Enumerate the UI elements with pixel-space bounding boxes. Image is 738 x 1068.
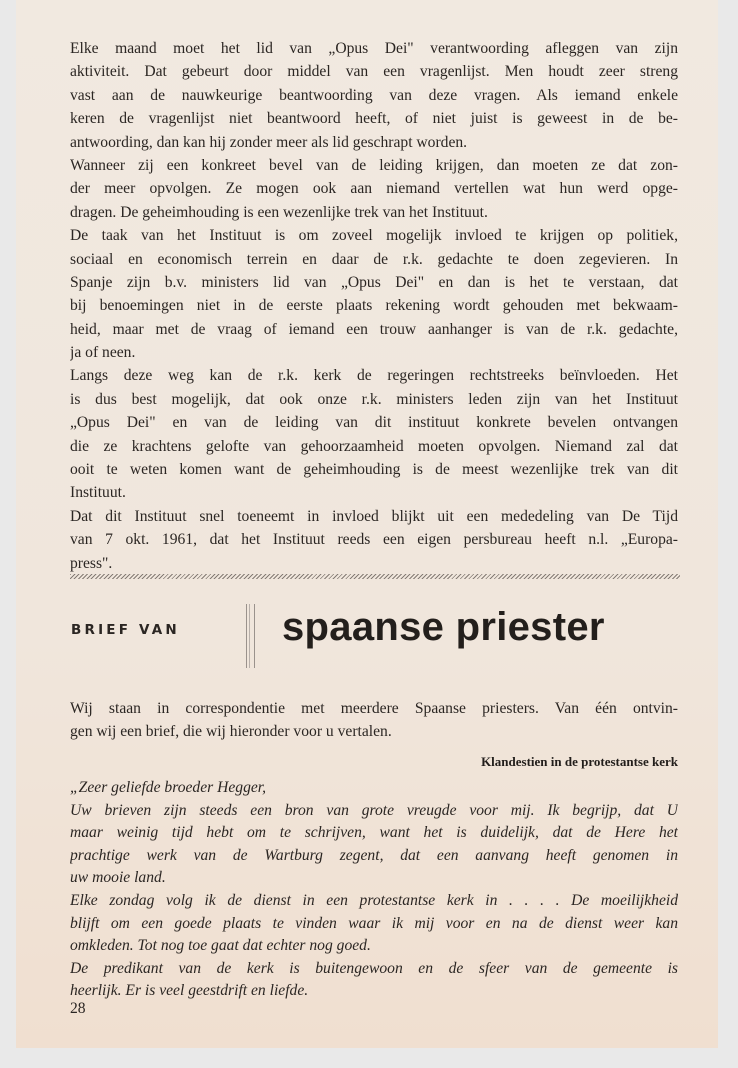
text-line: Wij staan in correspondentie met meerdere Spaanse priesters. Van één ontvin- bbox=[70, 700, 678, 717]
text-line: die ze krachtens gelofte van gehoorzaamheid moeten opvolgen. Niemand zal dat bbox=[70, 437, 678, 455]
text-line: bij benoemingen niet in de eerste plaats rekening wordt gehouden met bekwaam- bbox=[70, 297, 678, 315]
letter-paragraph bbox=[70, 958, 678, 1003]
paragraph bbox=[70, 364, 678, 504]
text-line: Spanje zijn b.v. ministers lid van „Opus Dei" en dan is het te verstaan, dat bbox=[70, 273, 678, 291]
text-line: heerlijk. Er is veel geestdrift en liefde. bbox=[70, 982, 309, 1000]
paragraph bbox=[70, 154, 678, 224]
text-line: ja of neen. bbox=[70, 344, 136, 362]
heading-vertical-rules bbox=[246, 604, 255, 668]
text-line: der meer opvolgen. Ze mogen ook aan niemand vertellen wat hun werd opge- bbox=[70, 180, 678, 198]
document-page bbox=[16, 0, 718, 1048]
text-line: De predikant van de kerk is buitengewoon en de sfeer van de gemeente is bbox=[70, 959, 678, 977]
text-line: omkleden. Tot nog toe gaat dat echter nog goed. bbox=[70, 937, 371, 955]
text-line: antwoording, dan kan hij zonder meer als lid geschrapt worden. bbox=[70, 133, 468, 151]
text-line: Dat dit Instituut snel toeneemt in invloed blijkt uit een mededeling van De Tijd bbox=[70, 507, 678, 525]
text-line: Wanneer zij een konkreet bevel van de leiding krijgen, dan moeten ze dat zon- bbox=[70, 156, 678, 174]
paragraph bbox=[70, 505, 678, 575]
section-headline: spaanse priester bbox=[282, 605, 605, 649]
letter-body bbox=[70, 777, 678, 1003]
text-line: van 7 okt. 1961, dat het Instituut reeds een eigen persbureau heeft n.l. „Europa- bbox=[70, 531, 678, 549]
wavy-divider bbox=[70, 574, 680, 579]
letter-paragraph bbox=[70, 890, 678, 958]
letter-paragraph bbox=[70, 800, 678, 890]
section-intro bbox=[70, 697, 678, 744]
letter-subheading: Klandestien in de protestantse kerk bbox=[481, 754, 678, 769]
text-line: maar weinig tijd hebt om te schrijven, want het is duidelijk, dat de Here het bbox=[70, 824, 678, 842]
text-line: „Zeer geliefde broeder Hegger, bbox=[70, 779, 267, 796]
text-line: heid, maar met de vraag of iemand een trouw aanhanger is van de r.k. gedachte, bbox=[70, 320, 678, 338]
letter-paragraph bbox=[70, 777, 678, 800]
paragraph bbox=[70, 37, 678, 154]
text-line: ooit te weten komen want de geheimhouding is de meest wezenlijke trek van dit bbox=[70, 461, 678, 479]
text-line: sociaal en economisch terrein en daar de r.k. gedachte te doen zegevieren. In bbox=[70, 250, 678, 268]
text-line: gen wij een brief, die wij hieronder voor u vertalen. bbox=[70, 723, 392, 741]
article-body bbox=[70, 37, 678, 575]
text-line: uw mooie land. bbox=[70, 869, 166, 887]
text-line: prachtige werk van de Wartburg zegent, dat een aanvang heeft genomen in bbox=[70, 846, 678, 864]
text-line: aktiviteit. Dat gebeurt door middel van een vragenlijst. Men houdt zeer streng bbox=[70, 63, 678, 81]
text-line: dragen. De geheimhouding is een wezenlijke trek van het Instituut. bbox=[70, 203, 488, 221]
text-line: „Opus Dei" en van de leiding van dit instituut konkrete bevelen ontvangen bbox=[70, 414, 678, 432]
text-line: blijft om een goede plaats te vinden waar ik mij voor en na de dienst weer kan bbox=[70, 914, 678, 932]
text-line: press". bbox=[70, 554, 113, 572]
text-line: Instituut. bbox=[70, 484, 126, 502]
text-line: is dus best mogelijk, dat ook onze r.k. ministers leden zijn van het Instituut bbox=[70, 390, 678, 408]
text-line: Elke maand moet het lid van „Opus Dei" verantwoording afleggen van zijn bbox=[70, 40, 678, 57]
text-line: De taak van het Instituut is om zoveel mogelijk invloed te krijgen op politiek, bbox=[70, 227, 678, 245]
text-line: Uw brieven zijn steeds een bron van grote vreugde voor mij. Ik begrijp, dat U bbox=[70, 801, 678, 819]
text-line: vast aan de nauwkeurige beantwoording van deze vragen. Als iemand enkele bbox=[70, 86, 678, 104]
text-line: Langs deze weg kan de r.k. kerk de regeringen rechtstreeks beïnvloeden. Het bbox=[70, 367, 678, 385]
text-line: Elke zondag volg ik de dienst in een protestantse kerk in . . . . De moeilijkheid bbox=[70, 891, 678, 909]
paragraph bbox=[70, 224, 678, 364]
text-line: keren de vragenlijst niet beantwoord heeft, of niet juist is geweest in de be- bbox=[70, 110, 678, 128]
page-number: 28 bbox=[70, 1000, 86, 1017]
section-kicker: BRIEF VAN bbox=[71, 622, 180, 638]
